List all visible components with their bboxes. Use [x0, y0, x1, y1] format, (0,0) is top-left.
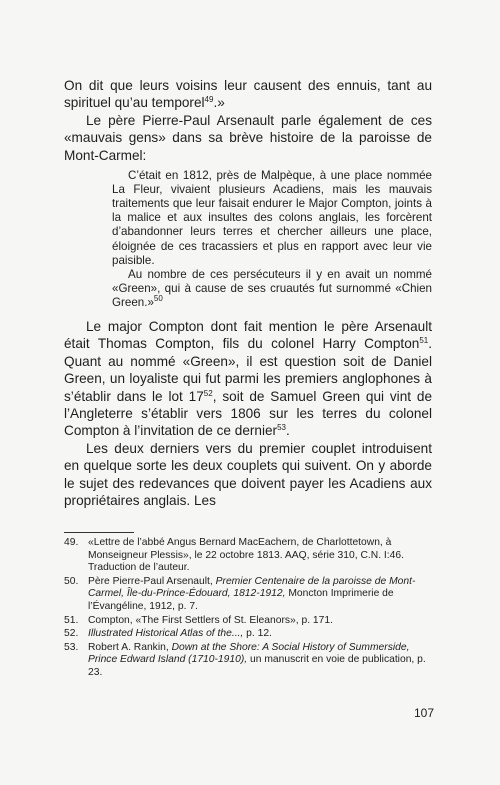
quote-paragraph-2-text: Au nombre de ces persécuteurs il y en avait un nommé «Green», qui à cause de ses cruautés fut surnommé «Chien Green.»: [112, 267, 432, 309]
paragraph-3-text-b: . Quant au nommé «Green», il est question soit de Daniel Green, un loyaliste qui fut parmi les premiers anglophones à s’établir dans le lot 17: [64, 336, 432, 404]
footnote-ref-53: 53: [277, 423, 286, 433]
footnote-number: 50.: [64, 575, 79, 587]
footnote-title: Down at the Shore: A Social History of Summerside, Prince Edward Island (1710-1910),: [88, 641, 410, 666]
paragraph-1-end: .»: [213, 95, 225, 111]
footnote-divider: [64, 532, 134, 533]
footnote-text: «Lettre de l’abbé Angus Bernard MacEachern, de Charlottetown, à Monseigneur Plessis», le 22 octobre 1813. AAQ, série 310, C.N. I:46. Traduction de l’auteur.: [88, 537, 404, 574]
footnote-title: Premier Centenaire de la paroisse de Mont-Carmel, Île-du-Prince-Édouard, 1812-1912,: [88, 575, 416, 600]
block-quote: [112, 169, 432, 310]
quote-paragraph-2: [112, 268, 432, 310]
footnote-text-post: p. 12.: [246, 628, 272, 640]
paragraph-2: Le père Pierre-Paul Arsenault parle également de ces «mauvais gens» dans sa brève histoire de la paroisse de Mont-Carmel:: [64, 112, 432, 163]
footnote-text-post: Moncton Imprimerie de l’Évangéline, 1912, p. 7.: [88, 588, 394, 612]
footnote-text-post: un manuscrit en voie de publication, p. 23.: [88, 654, 426, 678]
paragraph-3-text-a: Le major Compton dont fait mention le père Arsenault était Thomas Compton, fils du colonel Harry Compton: [64, 318, 432, 352]
paragraph-3-text-c: , soit de Samuel Green qui vint de l’Angleterre s’établir vers 1806 sur les terres du colonel Compton à l’invitation de ce dernier: [64, 388, 433, 439]
footnote-text: Compton, «The First Settlers of St. Eleanors», p. 171.: [88, 614, 333, 626]
page-number: 107: [413, 706, 434, 720]
paragraph-1-text: On dit que leurs voisins leur causent des ennuis, tant au spirituel qu’au temporel: [64, 78, 432, 111]
footnote-text: [88, 642, 434, 680]
footnote-51: [64, 615, 434, 628]
footnotes: [64, 537, 434, 681]
footnote-text-pre: Robert A. Rankin,: [88, 641, 169, 653]
paragraph-3: [64, 318, 432, 440]
footnote-text-pre: Père Pierre-Paul Arsenault,: [88, 575, 213, 587]
footnote-ref-52: 52: [203, 388, 213, 398]
footnote-49: [64, 537, 434, 575]
footnote-number: 51.: [64, 614, 79, 626]
footnote-52: [64, 628, 434, 641]
footnote-ref-49: 49: [204, 95, 214, 105]
paragraph-3-text-d: .: [286, 423, 290, 439]
footnote-50: [64, 576, 434, 614]
quote-paragraph-1: C’était en 1812, près de Malpèque, à une place nommée La Fleur, vivaient plusieurs Acadiens, mais les mauvais traitements que leur faisait endurer le Major Compton, joints à la malice et aux insultes des colons anglais, les forcèrent d’abandonner leurs terres et chercher ailleurs une place, éloignée de ces tracassiers et plus en rapport avec leur vie paisible.: [112, 169, 432, 267]
paragraph-4: Les deux derniers vers du premier couplet introduisent en quelque sorte les deux couplets qui suivent. On y aborde le sujet des redevances que doivent payer les Acadiens aux propriétaires anglais. Les: [64, 440, 432, 509]
body-text: [64, 77, 432, 509]
paragraph-1: [64, 77, 432, 112]
footnote-53: [64, 642, 434, 680]
footnote-ref-50: 50: [153, 293, 163, 303]
footnote-number: 53.: [64, 641, 79, 653]
footnote-title: Illustrated Historical Atlas of the...,: [88, 628, 244, 640]
footnote-text: [88, 576, 434, 614]
footnote-text: [88, 628, 434, 641]
footnote-number: 52.: [64, 628, 79, 640]
footnote-ref-51: 51: [419, 336, 429, 346]
footnote-number: 49.: [64, 537, 79, 548]
